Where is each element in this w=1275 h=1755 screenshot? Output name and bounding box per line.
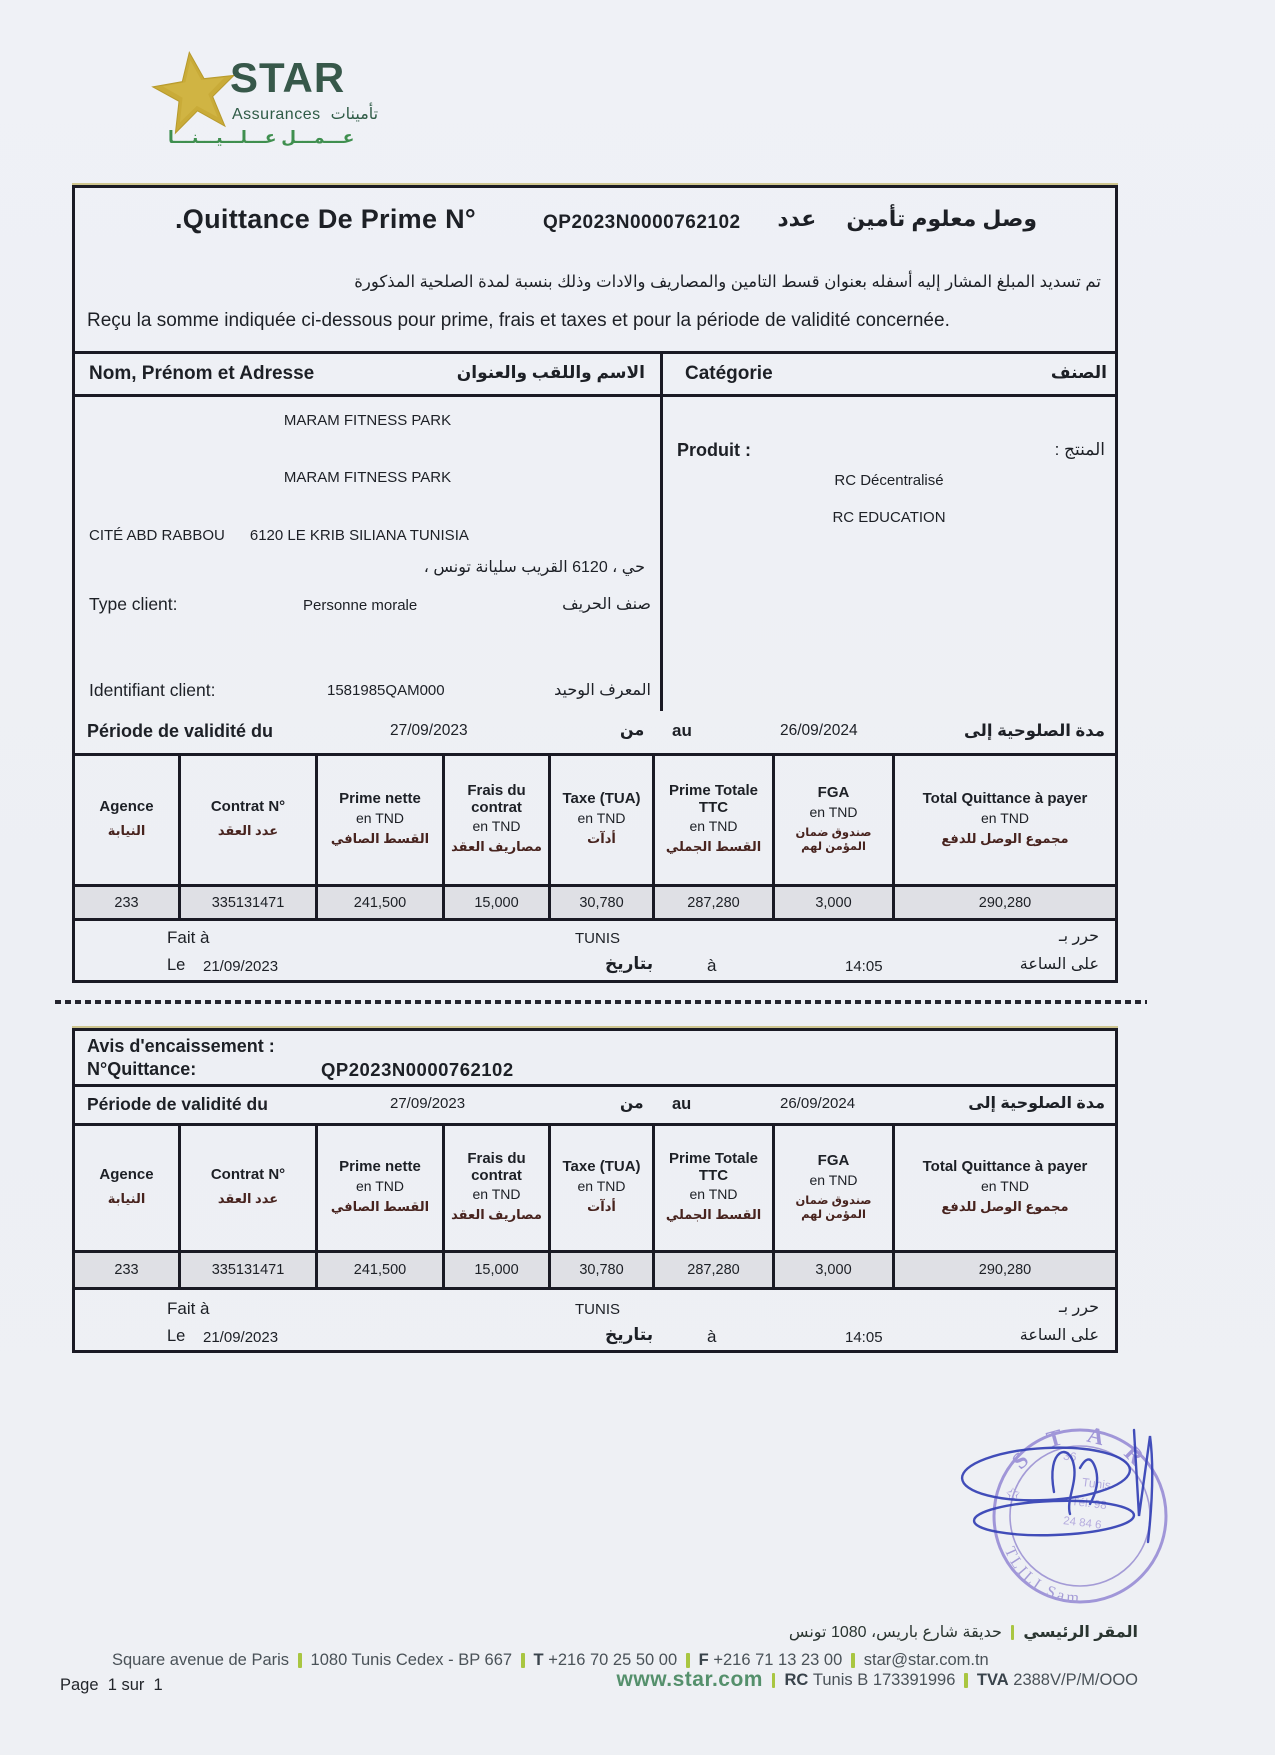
- avis-quittance-number: QP2023N0000762102: [321, 1059, 514, 1080]
- quittance-box: [72, 185, 1118, 983]
- col-header-fga: [775, 1123, 895, 1253]
- col-ar: صندوق ضمان المؤمن لهم: [795, 826, 872, 853]
- premium-table-2: [75, 1123, 1115, 1290]
- intro-arabic: تم تسديد المبلغ المشار إليه أسفله بعنوان قسط التامين والمصاريف والادات وذلك بنسبة لمدة الصلحية المذكورة: [354, 273, 1101, 291]
- validity-label-fr: Période de validité du: [87, 1094, 268, 1114]
- avis-quittance-label: N°Quittance:: [87, 1059, 197, 1079]
- dashed-separator: [55, 1000, 1147, 1004]
- validity-label-ar: مدة الصلوحية إلى: [963, 722, 1105, 740]
- col-fr: Total Quittance à payer: [922, 1158, 1088, 1176]
- fait-a-ar: حرر بـ: [1058, 928, 1099, 945]
- col-header-agence: [75, 1123, 181, 1253]
- svg-text:36: 36: [1062, 1448, 1078, 1465]
- col-fr: Contrat N°: [210, 1166, 286, 1184]
- col-ar: مصاريف العقد: [451, 1207, 542, 1223]
- validity-from-ar: من: [620, 1095, 644, 1112]
- client-header-band: [75, 351, 1115, 397]
- logo-tagline-ar: عـــمـــل عـــلـــيـــنـــا: [168, 128, 355, 147]
- col-fr: Agence: [99, 1166, 154, 1184]
- col-header-total: [895, 1123, 1115, 1253]
- cell-taxe: 30,780: [551, 1253, 655, 1287]
- cell-prime-nette: 241,500: [318, 887, 445, 918]
- col-ar: عدد العقد: [217, 822, 279, 838]
- issuance-time: 14:05: [845, 1329, 883, 1346]
- col-ar: أدآت: [587, 830, 616, 846]
- col-ar: مجموع الوصل للدفع: [941, 830, 1069, 846]
- footer-rc-label: RC: [784, 1670, 809, 1689]
- type-client-label: Type client:: [89, 594, 178, 614]
- cell-taxe: 30,780: [551, 887, 655, 918]
- col-header-prime-totale: [655, 1123, 775, 1253]
- type-client-value: Personne morale: [303, 597, 418, 614]
- footer-city-bp: 1080 Tunis Cedex - BP 667: [310, 1651, 513, 1669]
- col-fr: Prime Totale TTC: [669, 781, 758, 816]
- col-ar: مصاريف العقد: [451, 839, 542, 855]
- validity-date-to: 26/09/2024: [780, 722, 858, 739]
- col-fr: FGA: [817, 784, 850, 802]
- validity-date-from: 27/09/2023: [390, 722, 468, 739]
- footer-fax-label: F: [698, 1651, 709, 1669]
- header-name-fr: Nom, Prénom et Adresse: [89, 363, 315, 384]
- fait-a-label: Fait à: [167, 1299, 210, 1318]
- issuance-city: TUNIS: [575, 930, 620, 947]
- col-fr: Total Quittance à payer: [922, 790, 1088, 808]
- svg-text:Tél: 98: Tél: 98: [1070, 1495, 1108, 1513]
- svg-text:S T A R: S T A R: [1006, 1421, 1156, 1477]
- quittance-title-ar: [777, 206, 1037, 232]
- col-fr: Agence: [99, 798, 154, 816]
- col-unit: en TND: [689, 818, 738, 835]
- col-header-contrat: [181, 1123, 318, 1253]
- title-ar-main: وصل معلوم تأمين: [846, 206, 1037, 231]
- title-ar-count: عدد: [777, 206, 817, 231]
- footer-fax-value: +216 71 13 23 00: [713, 1651, 843, 1669]
- col-header-fga: [775, 753, 895, 887]
- date-ar: بتاريخ: [605, 954, 654, 973]
- svg-text:24 84 6: 24 84 6: [1062, 1515, 1103, 1532]
- type-client-ar: صنف الحريف: [562, 596, 651, 613]
- le-label: Le: [167, 1327, 186, 1345]
- col-ar: القسط الجملي: [665, 839, 762, 855]
- separator-bar: [964, 1673, 968, 1688]
- col-fr: Prime Totale TTC: [669, 1149, 758, 1184]
- issuance-date: 21/09/2023: [203, 958, 279, 975]
- col-ar: النيابة: [107, 1190, 146, 1206]
- cell-prime-totale: 287,280: [655, 1253, 775, 1287]
- col-fr: Prime nette: [339, 790, 421, 808]
- footer-web-line: [617, 1668, 1138, 1692]
- quittance-number: QP2023N0000762102: [543, 212, 741, 233]
- logo-subtitle: [232, 104, 412, 124]
- issuance-city: TUNIS: [575, 1301, 620, 1318]
- cell-prime-nette: 241,500: [318, 1253, 445, 1287]
- validity-label-ar: مدة الصلوحية إلى: [968, 1095, 1105, 1112]
- col-unit: en TND: [577, 1177, 626, 1194]
- quittance-title-fr: .Quittance De Prime N°: [175, 204, 476, 234]
- time-ar: على الساعة: [1019, 1327, 1099, 1344]
- col-header-frais: [445, 753, 551, 887]
- col-header-frais: [445, 1123, 551, 1253]
- col-ar: النيابة: [107, 822, 146, 838]
- cell-prime-totale: 287,280: [655, 887, 775, 918]
- issuance-block-2: [75, 1287, 1115, 1350]
- col-ar: أدآت: [587, 1198, 616, 1214]
- logo-assurances: Assurances: [232, 106, 321, 123]
- intro-french: Reçu la somme indiquée ci-dessous pour prime, frais et taxes et pour la période de validité concernée.: [87, 310, 950, 331]
- client-address-fr: CITÉ ABD RABBOU 6120 LE KRIB SILIANA TUNISIA: [89, 527, 469, 544]
- star-assurances-logo: [150, 40, 430, 155]
- validity-row-2: [75, 1087, 1115, 1126]
- footer-tel-value: +216 70 25 50 00: [548, 1651, 678, 1669]
- separator-bar: [686, 1653, 690, 1668]
- col-ar: القسط الجملي: [665, 1207, 762, 1223]
- produit-label: Produit :: [677, 440, 751, 460]
- product-line-1: RC Décentralisé: [834, 472, 944, 489]
- footer-website: www.star.com: [616, 1668, 763, 1691]
- col-header-taxe: [551, 753, 655, 887]
- col-unit: en TND: [809, 1171, 858, 1188]
- col-header-taxe: [551, 1123, 655, 1253]
- col-unit: en TND: [689, 1186, 738, 1203]
- client-address-ar: حي ، 6120 القريب سليانة تونس ،: [423, 559, 645, 576]
- a-label: à: [707, 956, 717, 975]
- logo-assurances-ar: تأمينات: [330, 106, 379, 123]
- cell-contrat: 335131471: [181, 887, 318, 918]
- issuance-block: [75, 918, 1115, 980]
- fait-a-label: Fait à: [167, 928, 210, 947]
- validity-au-label: au: [672, 1095, 692, 1113]
- logo-brand-text: STAR: [230, 54, 346, 101]
- fait-a-ar: حرر بـ: [1058, 1299, 1099, 1316]
- svg-text:TLILI Sam: TLILI Sam: [1000, 1544, 1083, 1608]
- a-label: à: [707, 1327, 717, 1346]
- col-fr: Frais du contrat: [467, 1149, 526, 1184]
- col-fr: Taxe (TUA): [562, 1158, 641, 1176]
- validity-au-label: au: [672, 721, 692, 740]
- header-category-ar: الصنف: [1050, 363, 1107, 382]
- avis-encaissement-box: [72, 1028, 1118, 1353]
- col-unit: en TND: [577, 809, 626, 826]
- star-logo-icon: [150, 48, 240, 138]
- footer-hq-address-ar: حديقة شارع باريس، 1080 تونس: [788, 1624, 1002, 1641]
- client-name-2: MARAM FITNESS PARK: [283, 469, 452, 486]
- header-name-ar: الاسم واللقب والعنوان: [456, 363, 645, 382]
- time-ar: على الساعة: [1019, 956, 1099, 973]
- separator-bar: [1011, 1625, 1015, 1640]
- validity-label-fr: Période de validité du: [87, 721, 274, 741]
- product-line-2: RC EDUCATION: [832, 509, 946, 526]
- col-fr: FGA: [817, 1152, 850, 1170]
- col-unit: en TND: [472, 818, 521, 835]
- footer-rc-value: Tunis B 173391996: [812, 1670, 956, 1689]
- validity-date-to: 26/09/2024: [780, 1095, 856, 1112]
- premium-table: [75, 753, 1115, 921]
- issuance-date: 21/09/2023: [203, 1329, 279, 1346]
- footer-street: Square avenue de Paris: [112, 1651, 290, 1669]
- col-fr: Taxe (TUA): [562, 790, 641, 808]
- validity-from-ar: من: [620, 722, 645, 739]
- col-unit: en TND: [809, 803, 858, 820]
- footer-email: star@star.com.tn: [863, 1651, 989, 1669]
- date-ar: بتاريخ: [605, 1325, 654, 1344]
- col-ar: عدد العقد: [217, 1190, 279, 1206]
- footer-tel-label: T: [533, 1651, 544, 1669]
- col-unit: en TND: [472, 1186, 521, 1203]
- col-unit: en TND: [356, 809, 404, 826]
- avis-title: Avis d'encaissement :: [87, 1036, 275, 1056]
- stamp-star-icon: ✩: [1006, 1485, 1021, 1504]
- cell-fga: 3,000: [775, 1253, 895, 1287]
- avis-header: [75, 1031, 1115, 1087]
- col-fr: Frais du contrat: [467, 781, 526, 816]
- client-column-divider: [660, 351, 663, 711]
- col-ar: القسط الصافي: [330, 830, 430, 846]
- validity-date-from: 27/09/2023: [390, 1095, 466, 1112]
- separator-bar: [521, 1653, 525, 1668]
- col-unit: en TND: [981, 1177, 1029, 1194]
- col-header-contrat: [181, 753, 318, 887]
- footer-hq-arabic: [789, 1622, 1138, 1642]
- cell-fga: 3,000: [775, 887, 895, 918]
- col-fr: Contrat N°: [210, 798, 286, 816]
- produit-label-ar: المنتج :: [1054, 440, 1105, 459]
- footer-tva-label: TVA: [976, 1670, 1009, 1689]
- client-name-1: MARAM FITNESS PARK: [283, 412, 452, 429]
- col-header-prime-totale: [655, 753, 775, 887]
- le-label: Le: [167, 956, 186, 974]
- col-header-agence: [75, 753, 181, 887]
- col-header-prime-nette: [318, 1123, 445, 1253]
- cell-agence: 233: [75, 887, 181, 918]
- validity-row: [75, 711, 1115, 756]
- footer-hq-label-ar: المقر الرئيسي: [1023, 1624, 1138, 1641]
- col-fr: Prime nette: [339, 1158, 421, 1176]
- cell-frais: 15,000: [445, 887, 551, 918]
- header-category-fr: Catégorie: [685, 363, 773, 384]
- identifiant-value: 1581985QAM000: [327, 682, 445, 699]
- cell-total: 290,280: [895, 1253, 1115, 1287]
- separator-bar: [851, 1653, 855, 1668]
- col-unit: en TND: [981, 809, 1029, 826]
- issuance-time: 14:05: [845, 958, 883, 975]
- col-ar: مجموع الوصل للدفع: [941, 1198, 1069, 1214]
- cell-contrat: 335131471: [181, 1253, 318, 1287]
- col-ar: صندوق ضمان المؤمن لهم: [795, 1194, 872, 1221]
- cell-agence: 233: [75, 1253, 181, 1287]
- cell-frais: 15,000: [445, 1253, 551, 1287]
- separator-bar: [298, 1653, 302, 1668]
- cell-total: 290,280: [895, 887, 1115, 918]
- footer-tva-value: 2388V/P/M/OOO: [1013, 1670, 1138, 1689]
- col-unit: en TND: [356, 1177, 404, 1194]
- col-header-prime-nette: [318, 753, 445, 887]
- page-indicator: Page 1 sur 1: [60, 1676, 163, 1694]
- separator-bar: [772, 1673, 776, 1688]
- identifiant-ar: المعرف الوحيد: [554, 682, 651, 699]
- col-header-total: [895, 753, 1115, 887]
- agency-stamp-and-signature: [958, 1408, 1203, 1623]
- col-ar: القسط الصافي: [330, 1198, 430, 1214]
- svg-text:Tunis: Tunis: [1081, 1475, 1112, 1493]
- identifiant-label: Identifiant client:: [89, 680, 216, 700]
